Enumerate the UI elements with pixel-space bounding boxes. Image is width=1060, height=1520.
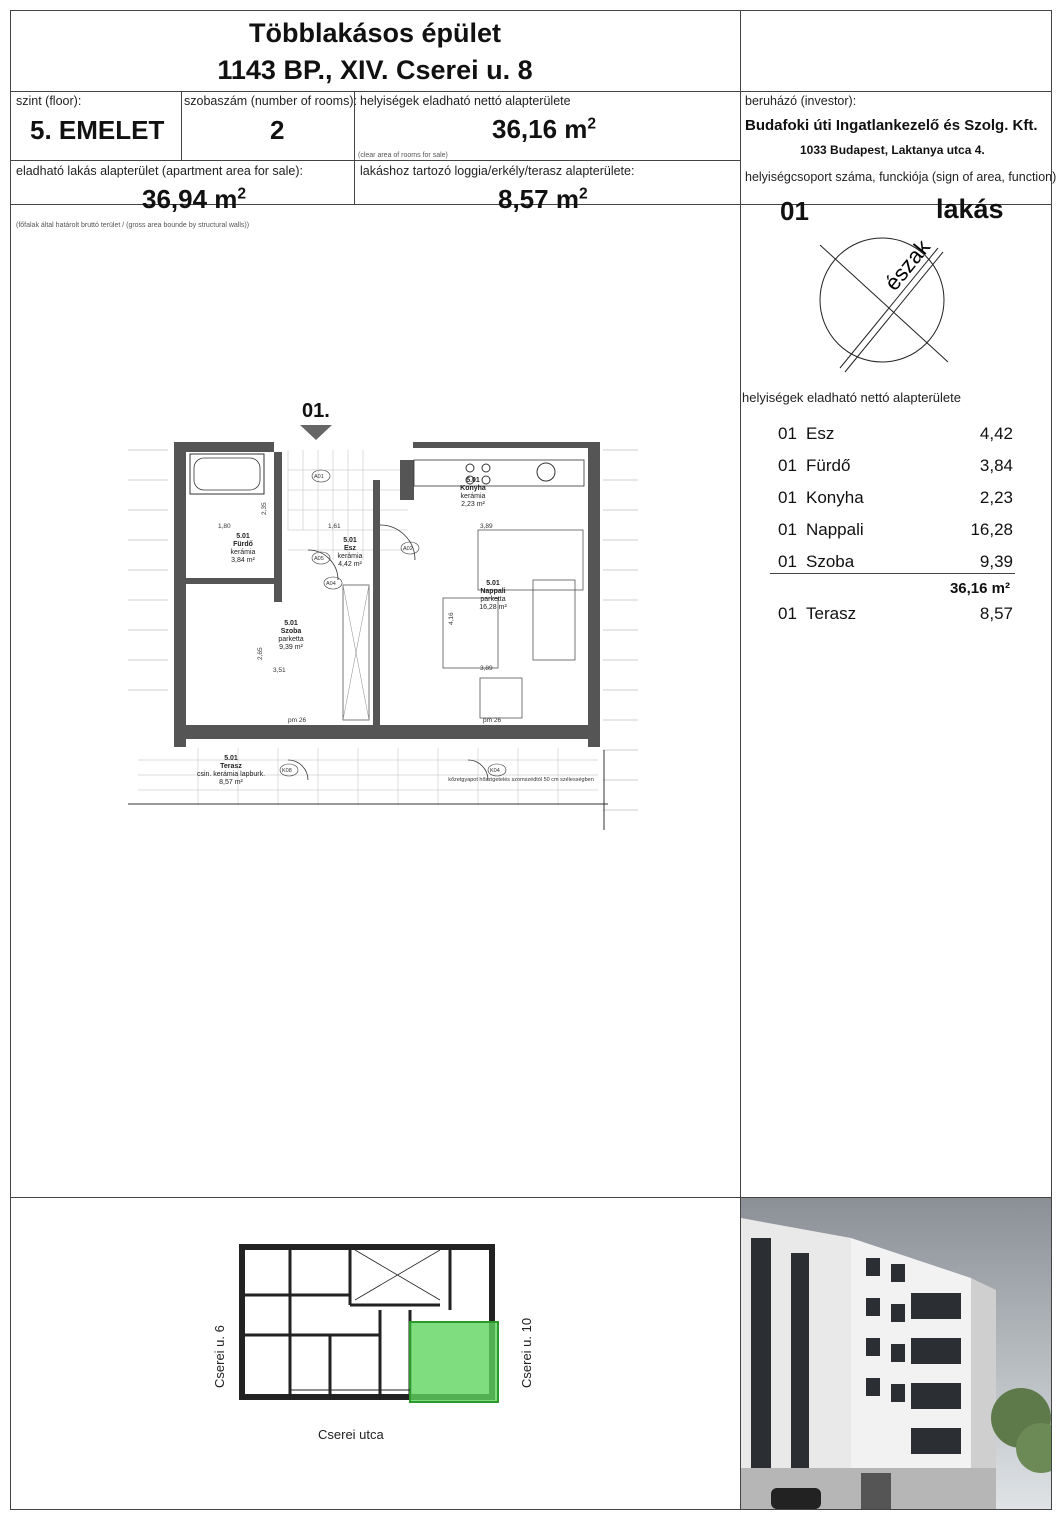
terrace-row: [778, 598, 1013, 630]
plan-room-area: 4,42 m²: [338, 561, 362, 568]
apartment-area-unit-sup: 2: [237, 185, 247, 203]
rooms-sum-line: [770, 573, 1015, 574]
room-row: [778, 418, 1013, 450]
group-label: helyiségcsoport száma, funckiója (sign of area, function): [745, 170, 1057, 184]
apartment-area-value: 36,94 m: [142, 184, 238, 214]
plan-dimension: 3,89: [480, 523, 493, 530]
plan-dimension: 1,80: [218, 523, 231, 530]
investor-name: Budafoki úti Ingatlankezelő és Szolg. Kft.: [745, 117, 1038, 134]
floor-value: 5. EMELET: [30, 115, 165, 145]
plan-room-name: Konyha: [460, 485, 486, 492]
room-name: Konyha: [806, 488, 864, 507]
info-col-divider-1: [181, 91, 182, 160]
door-tag: K08: [282, 768, 292, 774]
plan-room-code: 5.01: [486, 580, 500, 587]
room-area: 9,39: [979, 552, 1013, 571]
plan-room-finish: kerámia: [337, 553, 363, 560]
net-area-label: helyiségek eladható nettó alapterülete: [360, 94, 571, 108]
walls: [174, 442, 600, 747]
door-tag: A02: [403, 546, 413, 552]
street-left-label: Cserei u. 6: [212, 1325, 227, 1388]
building-title: Többlakásos épület: [248, 18, 502, 48]
room-row: [778, 482, 1013, 514]
plan-dimension: 2,65: [257, 647, 264, 660]
plan-room-finish: csin. kerámia lapburk.: [196, 771, 266, 778]
plan-dimension: 2,35: [261, 502, 268, 515]
door-swings: [288, 525, 488, 780]
parapet-label-left: pm 26: [288, 717, 307, 724]
floor-plan: [128, 420, 648, 840]
site-plan: [230, 1235, 520, 1405]
compass-north-label: észak: [879, 234, 936, 296]
plan-room-area: 2,23 m²: [461, 501, 485, 508]
room-area: 3,84: [979, 456, 1013, 475]
plan-room-code: 5.01: [343, 537, 357, 544]
plan-room-code: 5.01: [224, 755, 238, 762]
tile-grid: [138, 450, 598, 805]
plan-dimension: 1,61: [328, 523, 341, 530]
net-area-value-block: [492, 114, 596, 145]
group-number: 01: [780, 196, 809, 226]
plan-room-finish: parketta: [278, 636, 304, 643]
investor-address: 1033 Budapest, Laktanya utca 4.: [800, 143, 985, 157]
net-area-value: 36,16 m: [492, 114, 588, 144]
door-tag: A01: [314, 474, 324, 480]
room-name: Nappali: [806, 520, 864, 539]
rooms-value: 2: [270, 115, 285, 145]
room-no: 01: [778, 552, 797, 571]
room-name: Esz: [806, 424, 835, 443]
info-divider: [10, 160, 740, 161]
plan-room-finish: kerámia: [460, 493, 486, 500]
group-function: lakás: [936, 194, 1004, 224]
net-area-unit-sup: 2: [587, 115, 597, 133]
kitchen-counter: [414, 460, 584, 486]
room-name: Fürdő: [806, 456, 851, 475]
net-area-note: (clear area of rooms for sale): [358, 152, 448, 159]
building-address: 1143 BP., XIV. Cserei u. 8: [217, 55, 533, 85]
room-no: 01: [778, 488, 797, 507]
sink-icon: [537, 463, 555, 481]
loggia-label: lakáshoz tartozó loggia/erkély/terasz alapterülete:: [360, 164, 635, 178]
header-divider: [10, 91, 1052, 92]
door-tag: A05: [314, 556, 324, 562]
terrace-no: 01: [778, 604, 797, 623]
plan-room-name: Nappali: [480, 588, 506, 595]
rooms-total: 36,16 m²: [949, 580, 1010, 597]
plan-dimension: 3,51: [273, 667, 286, 674]
plan-room-area: 16,28 m²: [479, 604, 507, 611]
rooms-label: szobaszám (number of rooms):: [184, 94, 357, 108]
insulation-note: kőzetgyapot hőszigetelés szomszédtól 50 cm szélességben: [448, 777, 594, 783]
door-tag: K04: [490, 768, 500, 774]
parapet-label-right: pm 26: [483, 717, 502, 724]
rooms-table: [778, 418, 1013, 578]
plan-room-finish: kerámia: [230, 549, 256, 556]
room-row: [778, 450, 1013, 482]
plan-room-name: Esz: [343, 545, 357, 552]
plan-room-name: Szoba: [280, 628, 302, 635]
rooms-table-title: helyiségek eladható nettó alapterülete: [742, 390, 961, 405]
room-row: [778, 514, 1013, 546]
room-area: 4,42: [979, 424, 1013, 443]
plan-room-name: Fürdő: [233, 541, 253, 548]
room-area: 16,28: [970, 520, 1013, 539]
bathtub-icon: [190, 454, 264, 494]
room-no: 01: [778, 520, 797, 539]
room-name: Szoba: [806, 552, 855, 571]
facade-hatch: [128, 450, 638, 810]
apartment-area-label: eladható lakás alapterület (apartment area for sale):: [16, 164, 303, 178]
unit-label: 01.: [302, 400, 330, 422]
loggia-unit-sup: 2: [578, 185, 588, 203]
compass-icon: [800, 220, 970, 380]
plan-room-finish: parketta: [480, 596, 506, 603]
plan-dimension: 3,89: [480, 665, 493, 672]
plan-room-name: Terasz: [220, 763, 242, 770]
loggia-value-block: [498, 184, 588, 215]
plan-room-area: 8,57 m²: [219, 779, 243, 786]
plan-room-code: 5.01: [236, 533, 250, 540]
sofa: [533, 580, 575, 660]
plan-dimension: 4,16: [448, 612, 455, 625]
street-bottom-label: Cserei utca: [318, 1427, 384, 1442]
building-render: [741, 1198, 1051, 1509]
street-right-label: Cserei u. 10: [519, 1317, 534, 1388]
highlighted-unit: [410, 1322, 498, 1402]
door-tag: A04: [326, 581, 336, 587]
unit-marker-icon: [300, 425, 332, 440]
terrace-name: Terasz: [806, 604, 857, 623]
room-no: 01: [778, 424, 797, 443]
terrace-area: 8,57: [979, 604, 1013, 623]
apartment-area-value-block: [142, 184, 246, 215]
apartment-area-note: (főfalak által határolt bruttó terület / (gross area bounde by structural walls)): [16, 222, 250, 229]
armchair: [480, 678, 522, 718]
plan-room-code: 5.01: [284, 620, 298, 627]
floor-label: szint (floor):: [16, 94, 82, 108]
investor-label: beruházó (investor):: [745, 94, 857, 108]
plan-room-area: 3,84 m²: [231, 557, 255, 564]
loggia-value: 8,57 m: [498, 184, 579, 214]
plan-room-code: 5.01: [466, 477, 480, 484]
room-area: 2,23: [979, 488, 1013, 507]
room-no: 01: [778, 456, 797, 475]
plan-room-labels: [197, 477, 508, 786]
plan-room-area: 9,39 m²: [279, 644, 303, 651]
